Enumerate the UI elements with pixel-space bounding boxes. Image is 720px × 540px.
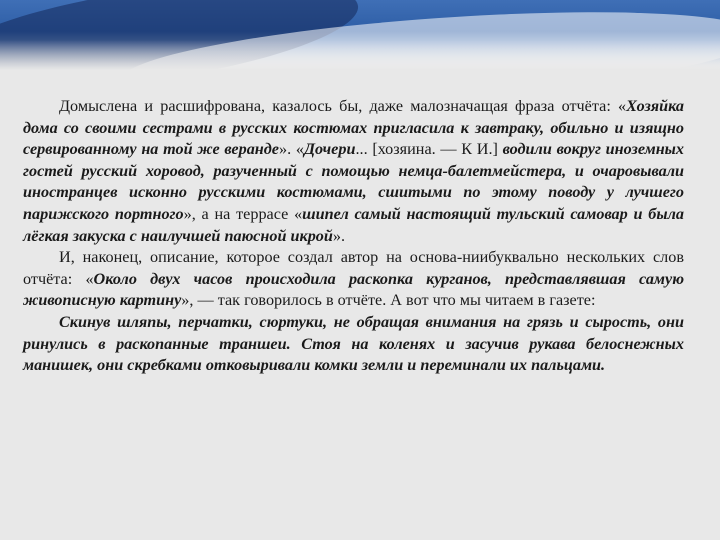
text-run: ... [хозяина. — К И.]: [355, 140, 503, 159]
text-run: ».: [332, 226, 346, 245]
text-run: И, наконец, описание, которое создал автор на основа-ниибуквально нескольких слов отчёта: «: [23, 248, 684, 288]
text-run: ». «: [279, 140, 304, 159]
text-run: », — так говорилось в отчёте. А вот что мы читаем в газете:: [181, 291, 596, 310]
text-run: Домыслена и расшифрована, казалось бы, даже малозначащая фраза отчёта: «: [59, 97, 627, 115]
paragraph-report-phrase: [23, 96, 684, 247]
quote-run: шипел самый настоящий тульский самовар и была лёгкая закуска с наилучшей паюсной икрой: [23, 204, 684, 245]
text-run: », а на террасе «: [183, 204, 303, 223]
quote-run: Хозяйка дома со своими сестрами в русских костюмах пригласила к завтраку, обильно и изящно сервированному на той же веранде: [23, 97, 684, 159]
banner-fade: [0, 40, 720, 70]
quote-run: Скинув шляпы, перчатки, сюртуки, не обращая внимания на грязь и сырость, они ринулись в раскопанные траншеи. Стоя на коленях и засучив рукава белоснежных манишек, они скребками отковыривали комки земли и переминали их пальцами.: [23, 312, 684, 375]
quote-run: Около двух часов происходила раскопка курганов, представлявшая самую живописную картину: [23, 269, 685, 310]
quote-run: Дочери: [303, 140, 356, 159]
paragraph-newspaper-quote: [23, 312, 684, 377]
paragraph-description: [23, 247, 684, 312]
quote-run: водили вокруг иноземных гостей русский хоровод, разученный с помощью немца-балетмейстера, и очаровывали иностранцев исконно русскими костюмами, сшитыми по этому поводу у лучшего парижского портного: [23, 140, 685, 223]
text-body: [23, 96, 684, 377]
header-banner: [0, 0, 720, 70]
